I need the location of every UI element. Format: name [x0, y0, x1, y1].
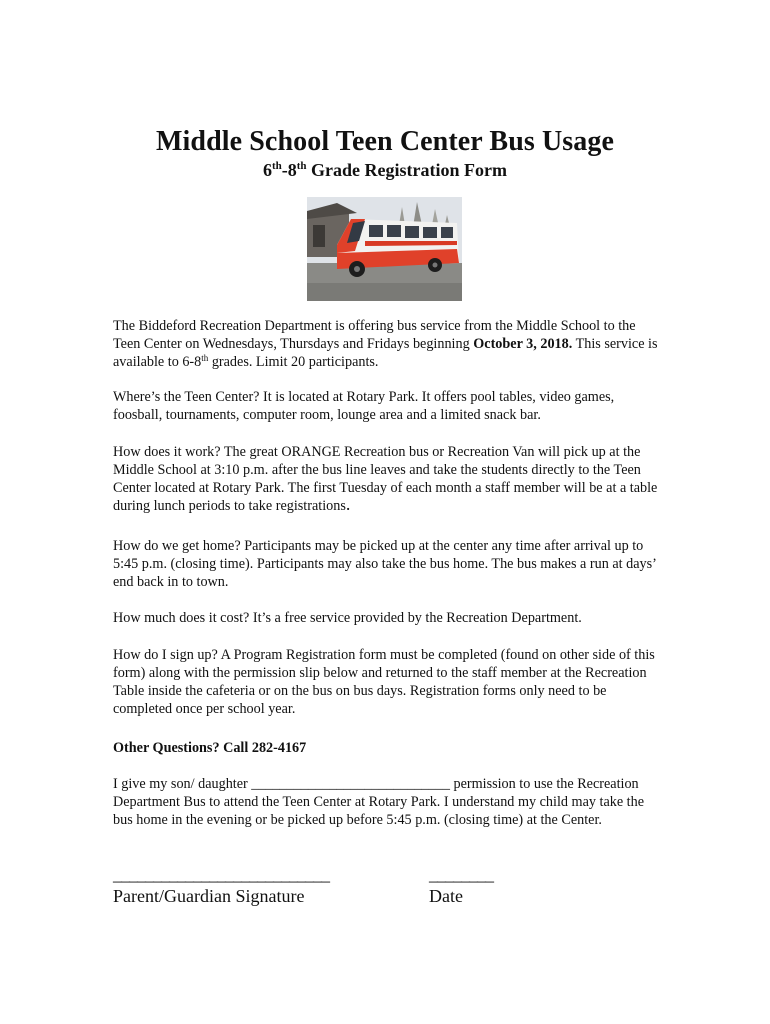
subtitle-sup-2: th — [296, 160, 307, 172]
page-title: Middle School Teen Center Bus Usage — [155, 126, 615, 157]
intro-text-a: The Biddeford Recreation Department is offering bus service from the Middle School to the Teen Center on Wednesdays, Thursdays and Fridays beginning — [113, 318, 636, 352]
signature-line[interactable]: ___________________________ — [113, 864, 329, 884]
paragraph-cost: How much does it cost? It’s a free service provided by the Recreation Department. — [113, 610, 582, 626]
subtitle-rest: Grade Registration Form — [306, 160, 507, 180]
date-label: Date — [429, 886, 463, 906]
subtitle-grade-dash: -8 — [281, 160, 297, 180]
intro-start-date: October 3, 2018. — [473, 336, 573, 352]
subtitle-sup-1: th — [271, 160, 282, 172]
school-bus-photo — [307, 197, 462, 301]
paragraph-permission: I give my son/ daughter ____________________________ permission to use the Recreation Department Bus to attend the Teen Center at Rotary Park. I understand my child may take the bus home in the evening or be picked up before 5:45 p.m. (closing time) at the Center. — [113, 776, 645, 828]
paragraph-sign-up: How do I sign up? A Program Registration form must be completed (found on other side of this form) along with the permission slip below and returned to the staff member at the Recreation Table inside the cafeteria or on the bus on bus days. Registration forms only need to be completed once per school year. — [113, 647, 655, 717]
date-line[interactable]: ________ — [429, 864, 493, 884]
subtitle-grade-start: 6 — [262, 160, 272, 180]
how-it-works-text: How does it work? The great ORANGE Recreation bus or Recreation Van will pick up at the Middle School at 3:10 p.m. after the bus line leaves and take the students directly to the Teen Center located at Rotary Park. The first Tuesday of each month a staff member will be at a table during lunch periods to take registrations — [113, 444, 658, 514]
intro-text-c: grades. Limit 20 participants. — [208, 354, 379, 370]
paragraph-where: Where’s the Teen Center? It is located at Rotary Park. It offers pool tables, video games, foosball, tournaments, computer room, lounge area and a limited snack bar. — [113, 389, 615, 423]
signature-label: Parent/Guardian Signature — [113, 886, 305, 906]
paragraph-get-home: How do we get home? Participants may be picked up at the center any time after arrival up to 5:45 p.m. (closing time). Participants may also take the bus home. The bus makes a run at days’ end back in to town. — [113, 538, 656, 590]
paragraph-other-questions: Other Questions? Call 282-4167 — [113, 740, 307, 756]
how-it-works-period: . — [345, 494, 351, 514]
bus-photo-svg — [307, 197, 462, 301]
paragraph-intro — [113, 317, 663, 371]
intro-text-b: This service is available to 6-8 — [113, 336, 658, 370]
intro-sup: th — [201, 353, 209, 363]
paragraph-how-it-works — [113, 443, 663, 515]
page-subtitle — [0, 160, 770, 181]
